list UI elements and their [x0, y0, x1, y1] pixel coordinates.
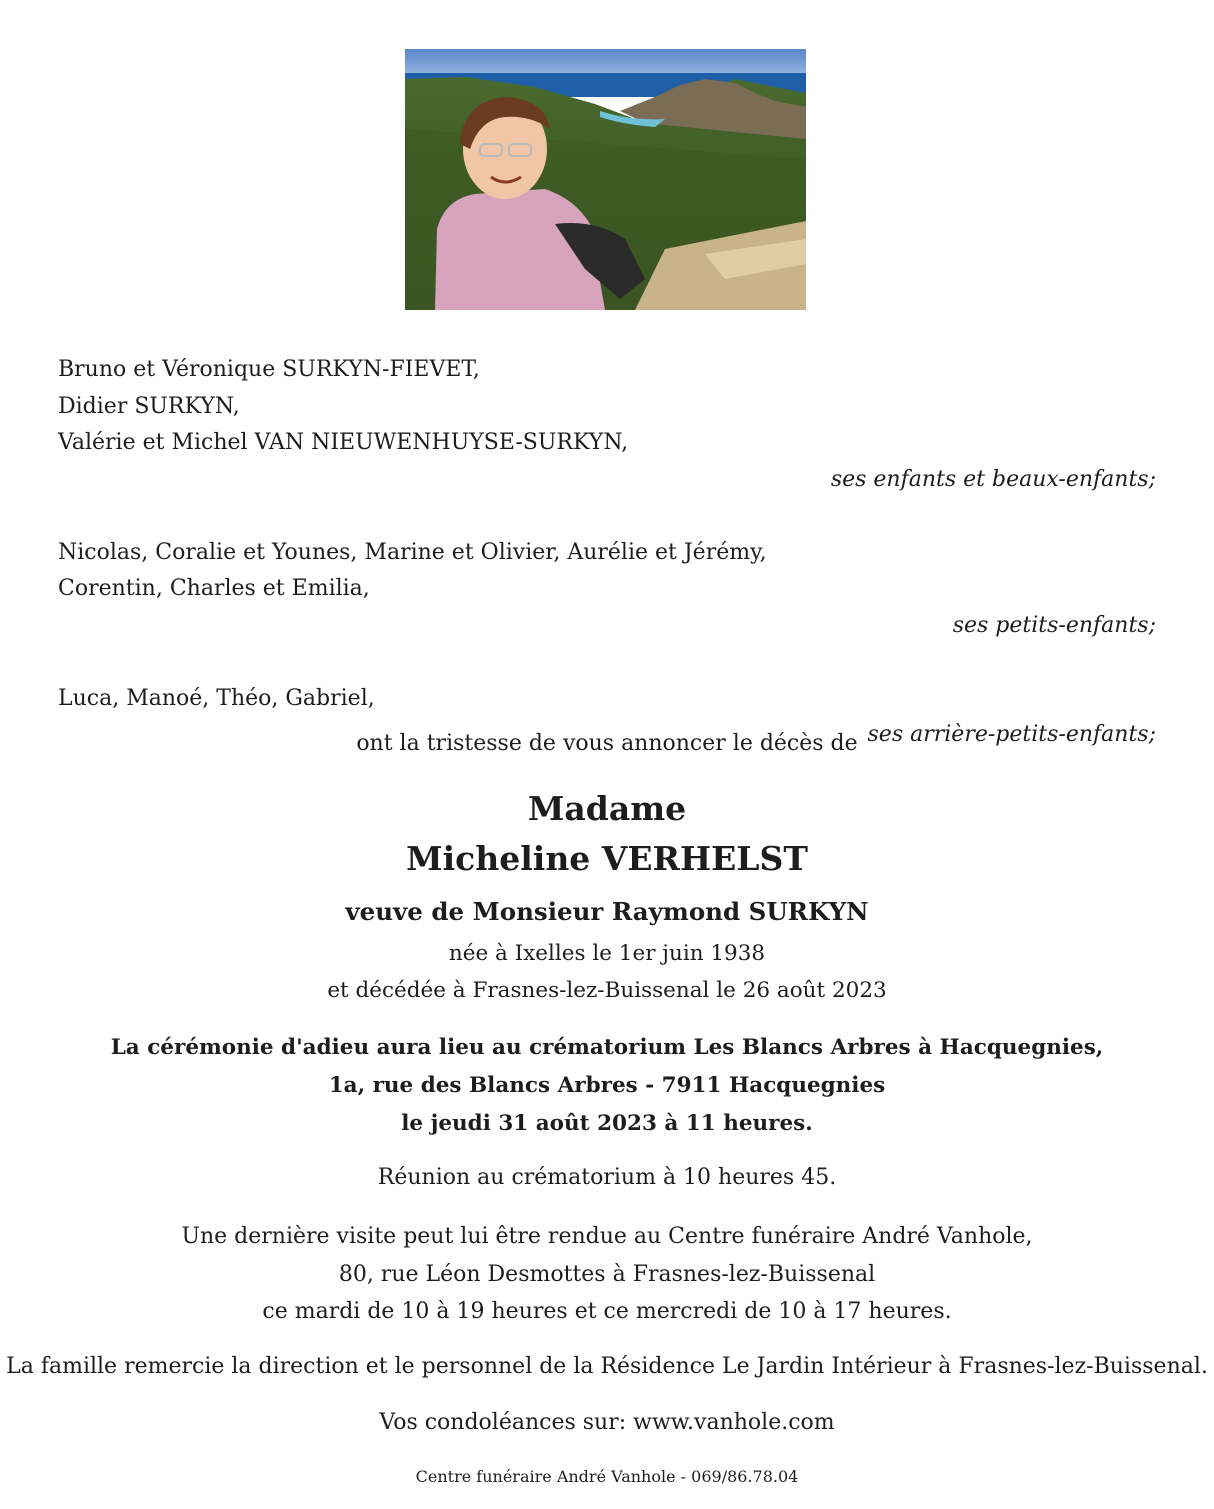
visit-address: 80, rue Léon Desmottes à Frasnes-lez-Buissenal: [338, 1261, 876, 1287]
relationship-label: ses arrière-petits-enfants;: [867, 722, 1156, 747]
thanks-note: La famille remercie la direction et le personnel de la Résidence Le Jardin Intérieur à Frasnes-lez-Buissenal.: [6, 1354, 1208, 1379]
visit-info: [0, 1218, 1214, 1331]
birth-line: née à Ixelles le 1er juin 1938: [448, 941, 766, 966]
relationship-label: ses enfants et beaux-enfants;: [830, 466, 1156, 492]
meeting-info: Réunion au crématorium à 10 heures 45.: [377, 1165, 837, 1190]
family-names: Corentin, Charles et Emilia,: [58, 576, 370, 601]
family-names: Valérie et Michel VAN NIEUWENHUYSE-SURKYN,: [58, 430, 629, 455]
condolences-link[interactable]: Vos condoléances sur: www.vanhole.com: [379, 1410, 835, 1435]
family-names: Nicolas, Coralie et Younes, Marine et Olivier, Aurélie et Jérémy,: [58, 539, 767, 565]
family-names: Didier SURKYN,: [58, 393, 240, 419]
ceremony-address: 1a, rue des Blancs Arbres - 7911 Hacquegnies: [328, 1073, 886, 1098]
family-list: [58, 352, 1156, 754]
spacer: [58, 498, 1156, 535]
deceased-heading: [0, 784, 1214, 884]
spacer: [58, 644, 1156, 681]
visit-line: Une dernière visite peut lui être rendue au Centre funéraire André Vanhole,: [181, 1224, 1033, 1249]
announcement-intro: ont la tristesse de vous annoncer le décès de: [356, 731, 858, 756]
portrait-photo: [405, 49, 806, 310]
relationship-label: ses petits-enfants;: [952, 612, 1156, 638]
portrait-photo-image: [405, 49, 806, 310]
life-dates: [0, 935, 1214, 1009]
ceremony-line: La cérémonie d'adieu aura lieu au crématorium Les Blancs Arbres à Hacquegnies,: [110, 1035, 1104, 1060]
visit-hours: ce mardi de 10 à 19 heures et ce mercredi de 10 à 17 heures.: [262, 1299, 952, 1324]
family-names: Luca, Manoé, Théo, Gabriel,: [58, 685, 375, 711]
deceased-name: Micheline VERHELST: [406, 839, 808, 878]
deceased-title: Madame: [527, 789, 687, 828]
family-names: Bruno et Véronique SURKYN-FIEVET,: [58, 357, 480, 382]
widow-of: veuve de Monsieur Raymond SURKYN: [345, 897, 869, 926]
death-line: et décédée à Frasnes-lez-Buissenal le 26 août 2023: [327, 978, 887, 1003]
footer-contact: Centre funéraire André Vanhole - 069/86.78.04: [415, 1467, 799, 1486]
ceremony-info: [0, 1029, 1214, 1143]
ceremony-date: le jeudi 31 août 2023 à 11 heures.: [401, 1111, 813, 1136]
